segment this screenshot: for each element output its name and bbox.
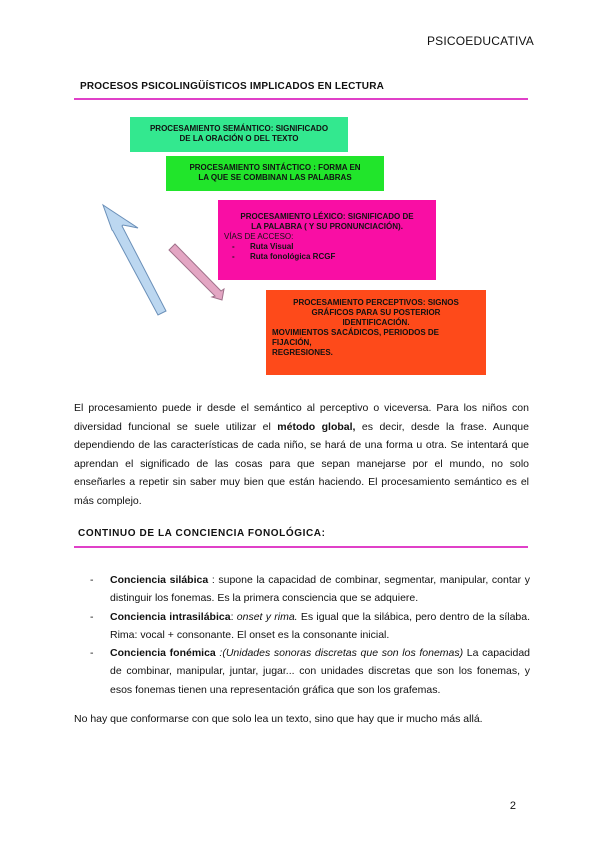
paragraph-conclusion: No hay que conformarse con que solo lea un texto, sino que hay que ir mucho más allá. bbox=[74, 713, 483, 725]
lexical-line-2: LA PALABRA ( Y SU PRONUNCIACIÓN). bbox=[251, 222, 403, 231]
route-item: - Ruta Visual bbox=[232, 242, 294, 251]
perceptual-line-6: REGRESIONES. bbox=[272, 348, 333, 357]
route-item: - Ruta fonológica RCGF bbox=[232, 252, 336, 261]
section-title-phonological: CONTINUO DE LA CONCIENCIA FONOLÓGICA: bbox=[78, 528, 326, 539]
syntactic-line-1: PROCESAMIENTO SINTÁCTICO : FORMA EN bbox=[189, 163, 361, 172]
perceptual-line-1: PROCESAMIENTO PERCEPTIVOS: SIGNOS bbox=[293, 298, 459, 307]
lexical-line-3: VÍAS DE ACCESO: bbox=[224, 232, 294, 241]
bold-global-method: método global, bbox=[277, 420, 356, 433]
arrow-down-icon bbox=[169, 244, 224, 300]
perceptual-line-4: MOVIMIENTOS SACÁDICOS, PERIODOS DE bbox=[272, 328, 439, 337]
list-item-fonemica: - Conciencia fonémica :(Unidades sonoras discretas que son los fonemas) La capacidad de combinar, manipular, juntar, jugar... con unidades discretas que son los fonemas, y esos fonemas tienen una representación gráfica que son los grafemas. bbox=[90, 647, 530, 696]
perceptual-line-5: FIJACIÓN, bbox=[272, 338, 312, 347]
syntactic-line-2: LA QUE SE COMBINAN LAS PALABRAS bbox=[198, 173, 352, 182]
list-item-intrasilabica: - Conciencia intrasilábica: onset y rima. Es igual que la silábica, pero dentro de la sílaba. Rima: vocal + consonante. El onset es la consonante inicial. bbox=[90, 610, 531, 641]
perceptual-line-3: IDENTIFICACIÓN. bbox=[342, 318, 410, 327]
semantic-line-2: DE LA ORACIÓN O DEL TEXTO bbox=[179, 134, 299, 143]
lexical-line-1: PROCESAMIENTO LÉXICO: SIGNIFICADO DE bbox=[240, 212, 414, 221]
paragraph-processing: El procesamiento puede ir desde el semántico al perceptivo o viceversa. Para los niños con diversidad funcional se suele utilizar el método global, es decir, desde la frase. Aunque dependiendo de las características de cada niño, se hará de una forma u otra. Se intentará que aprendan el significado de las cosas para que sepan manejarse por el mundo, no solo enseñarles a repetir sin saber muy bien que están haciendo. El procesamiento semántico es el más complejo. bbox=[74, 402, 529, 507]
semantic-line-1: PROCESAMIENTO SEMÁNTICO: SIGNIFICADO bbox=[149, 124, 329, 133]
list-item-silabica: - Conciencia silábica : supone la capacidad de combinar, segmentar, manipular, contar y distinguir los fonemas. Es la primera consciencia que se adquiere. bbox=[90, 574, 530, 605]
section-title-processes: PROCESOS PSICOLINGÜÍSTICOS IMPLICADOS EN LECTURA bbox=[80, 81, 385, 92]
phonological-list bbox=[90, 571, 530, 699]
page-number: 2 bbox=[509, 800, 516, 812]
arrow-up-icon bbox=[103, 205, 166, 315]
section-rule bbox=[74, 546, 528, 548]
header-title: PSICOEDUCATIVA bbox=[426, 34, 534, 48]
perceptual-line-2: GRÁFICOS PARA SU POSTERIOR bbox=[311, 308, 441, 317]
